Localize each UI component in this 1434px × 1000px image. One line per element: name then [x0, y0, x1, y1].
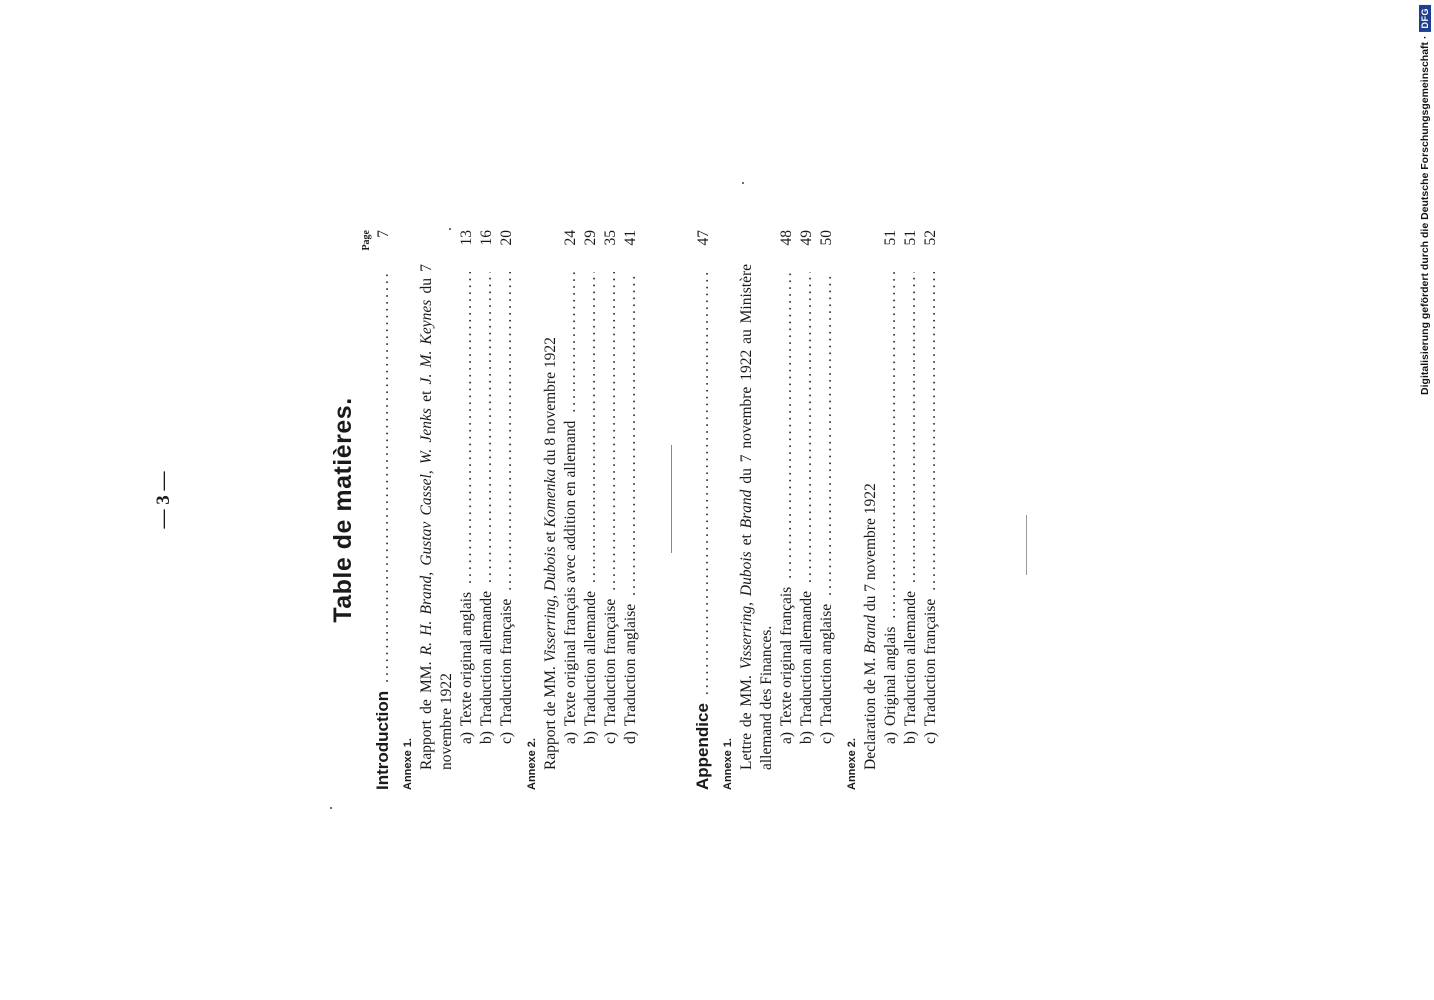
- toc-entry[interactable]: [621, 230, 641, 790]
- dfg-logo: DFG: [1419, 5, 1431, 32]
- table-of-contents: [325, 230, 965, 790]
- toc-entry-label: c)Traduction française: [922, 598, 939, 744]
- dot-leader: [621, 272, 641, 596]
- toc-page-number: 48: [778, 230, 795, 246]
- toc-entry[interactable]: [561, 230, 581, 790]
- dot-leader: [881, 272, 901, 619]
- annexe-heading: Annexe 1.: [402, 738, 414, 790]
- dot-leader: [694, 272, 714, 695]
- toc-entry[interactable]: [921, 230, 941, 790]
- toc-entry-appendice[interactable]: [693, 230, 713, 790]
- toc-entry[interactable]: [477, 230, 497, 790]
- toc-entry-label: b)Traduction allemande: [478, 590, 495, 744]
- dot-leader: [601, 272, 621, 591]
- toc-entry-label: Appendice: [693, 703, 712, 790]
- dot-leader: [477, 272, 497, 583]
- toc-page-number: 50: [818, 230, 835, 246]
- watermark-text: Digitalisierung gefördert durch die Deutsche Forschungsgemeinschaft ·: [1419, 35, 1431, 395]
- scan-speck: [330, 807, 332, 809]
- toc-entry-label: d)Traduction anglaise: [622, 603, 639, 744]
- toc-page-number: 49: [798, 230, 815, 246]
- toc-page-number: 13: [458, 230, 475, 246]
- dot-leader: [457, 272, 477, 584]
- toc-entry-label: a)Original anglais: [882, 626, 899, 744]
- toc-page-number: 16: [478, 230, 495, 246]
- annexe-description: Declaration de M. Brand du 7 novembre 1922: [862, 483, 879, 770]
- toc-entry[interactable]: [581, 230, 601, 790]
- toc-page-number: 41: [622, 230, 639, 246]
- page-title: Table de matières.: [329, 397, 357, 623]
- toc-entry-label: a)Texte original français: [778, 586, 795, 744]
- toc-entry-label: b)Traduction allemande: [902, 590, 919, 744]
- toc-page-number: 35: [602, 230, 619, 246]
- toc-entry-label: b)Traduction allemande: [798, 590, 815, 744]
- dot-leader: [797, 272, 817, 583]
- dot-leader: [561, 272, 581, 413]
- toc-entry[interactable]: [901, 230, 921, 790]
- toc-page-number: 29: [582, 230, 599, 246]
- toc-entry-label: a)Texte original anglais: [458, 591, 475, 744]
- toc-entry-label: a)Texte original français avec addition en allemand: [562, 420, 579, 744]
- toc-entry[interactable]: [777, 230, 797, 790]
- toc-page-number: 52: [922, 230, 939, 246]
- toc-page-number: 51: [882, 230, 899, 246]
- toc-entry-label: c)Traduction française: [602, 598, 619, 744]
- toc-page-number: 7: [375, 230, 392, 238]
- dot-leader: [817, 272, 837, 596]
- toc-entry[interactable]: [881, 230, 901, 790]
- toc-page-number: 20: [498, 230, 515, 246]
- page-column-heading: Page: [361, 230, 372, 251]
- dot-leader: [581, 272, 601, 583]
- annexe-description: Rapport de MM. Visserring, Dubois et Komenka du 8 novembre 1922: [542, 337, 559, 770]
- annexe-heading: Annexe 1.: [722, 738, 734, 790]
- scan-speck: [742, 182, 744, 184]
- toc-entry[interactable]: [797, 230, 817, 790]
- page-number: — 3 —: [153, 471, 174, 529]
- dot-leader: [921, 272, 941, 591]
- toc-page-number: 47: [695, 230, 712, 246]
- toc-entry-label: c)Traduction anglaise: [818, 603, 835, 744]
- toc-page-number: 24: [562, 230, 579, 246]
- toc-entry[interactable]: [497, 230, 517, 790]
- toc-entry[interactable]: [601, 230, 621, 790]
- dot-leader: [374, 272, 394, 683]
- annexe-description: Rapport de MM. R. H. Brand, Gustav Cassel, W. Jenks et J. M. Keynes du 7 novembre 1922: [418, 264, 455, 770]
- toc-page-number: 51: [902, 230, 919, 246]
- toc-entry[interactable]: [817, 230, 837, 790]
- toc-entry-introduction[interactable]: [373, 230, 393, 790]
- digitization-watermark: [1419, 5, 1431, 395]
- annexe-heading: Annexe 2.: [526, 738, 538, 790]
- toc-entry[interactable]: [457, 230, 477, 790]
- toc-entry-label: b)Traduction allemande: [582, 590, 599, 744]
- dot-leader: [497, 272, 517, 591]
- dot-leader: [901, 272, 921, 583]
- annexe-heading: Annexe 2.: [846, 738, 858, 790]
- annexe-description: Lettre de MM. Visserring, Dubois et Brand du 7 novembre 1922 au Ministère allemand des Finances.: [738, 263, 775, 770]
- scan-mark: [1026, 515, 1027, 575]
- section-spacer: [641, 230, 693, 790]
- toc-entry-label: c)Traduction française: [498, 598, 515, 744]
- scan-speck: [449, 228, 451, 230]
- toc-entry-label: Introduction: [373, 690, 392, 790]
- dot-leader: [777, 272, 797, 579]
- section-divider: [671, 445, 672, 553]
